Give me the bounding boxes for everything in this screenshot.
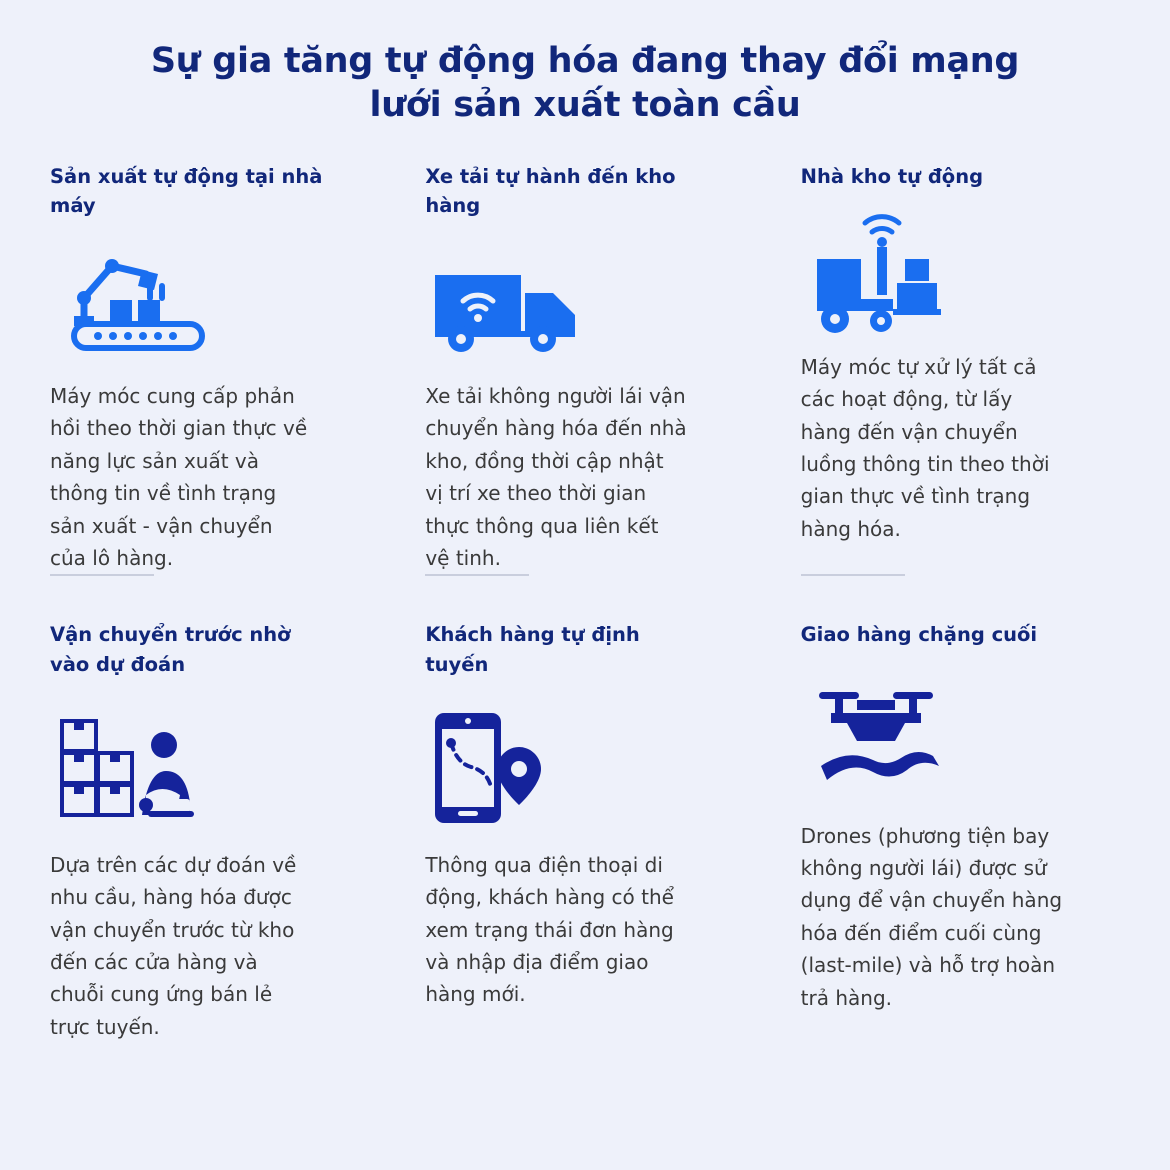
delivery-drone-icon [797, 660, 1114, 820]
card-automated-warehouse [797, 162, 1124, 575]
automated-forklift-icon [797, 201, 1114, 351]
card-title: Nhà kho tự động [800, 164, 984, 188]
card-title: Giao hàng chặng cuối [800, 623, 1038, 647]
card-body: Xe tải không người lái vận chuyển hàng hóa đến nhà kho, đồng thời cập nhật vị trí xe theo thời gian thực thông qua liên kết vệ tinh. [425, 384, 687, 570]
page-title: Sự gia tăng tự động hóa đang thay đổi mạng lưới sản xuất toàn cầu [150, 41, 1020, 125]
card-self-routing-customer [421, 574, 748, 1043]
warehouse-worker-laptop-icon [46, 689, 363, 849]
cards-grid [46, 162, 1124, 1044]
card-autonomous-truck [421, 162, 748, 575]
card-body: Dựa trên các dự đoán về nhu cầu, hàng hóa được vận chuyển trước từ kho đến các cửa hàng và chuỗi cung ứng bán lẻ trực tuyến. [50, 852, 297, 1039]
card-last-mile-delivery [797, 574, 1124, 1043]
card-body: Máy móc cung cấp phản hồi theo thời gian thực về năng lực sản xuất và thông tin về tình trạng sản xuất - vận chuyển của lô hàng. [50, 384, 308, 570]
mobile-route-tracking-icon [421, 689, 738, 849]
card-automated-manufacturing [46, 162, 373, 575]
card-title: Xe tải tự hành đến kho hàng [425, 164, 676, 217]
card-body: Drones (phương tiện bay không người lái) được sử dụng để vận chuyển hàng hóa đến điểm cuối cùng (last-mile) và hỗ trợ hoàn trả hàng. [800, 823, 1063, 1010]
card-body: Thông qua điện thoại di động, khách hàng có thể xem trạng thái đơn hàng và nhập địa điểm giao hàng mới. [425, 852, 674, 1007]
autonomous-truck-icon [421, 230, 738, 380]
card-title: Sản xuất tự động tại nhà máy [50, 164, 323, 217]
card-title: Khách hàng tự định tuyến [425, 623, 640, 676]
card-body: Máy móc tự xử lý tất cả các hoạt động, từ lấy hàng đến vận chuyển luồng thông tin theo thời gian thực về tình trạng hàng hóa. [800, 354, 1050, 541]
robot-arm-conveyor-icon [46, 230, 363, 380]
card-title: Vận chuyển trước nhờ vào dự đoán [50, 623, 291, 676]
card-predictive-shipping [46, 574, 373, 1043]
